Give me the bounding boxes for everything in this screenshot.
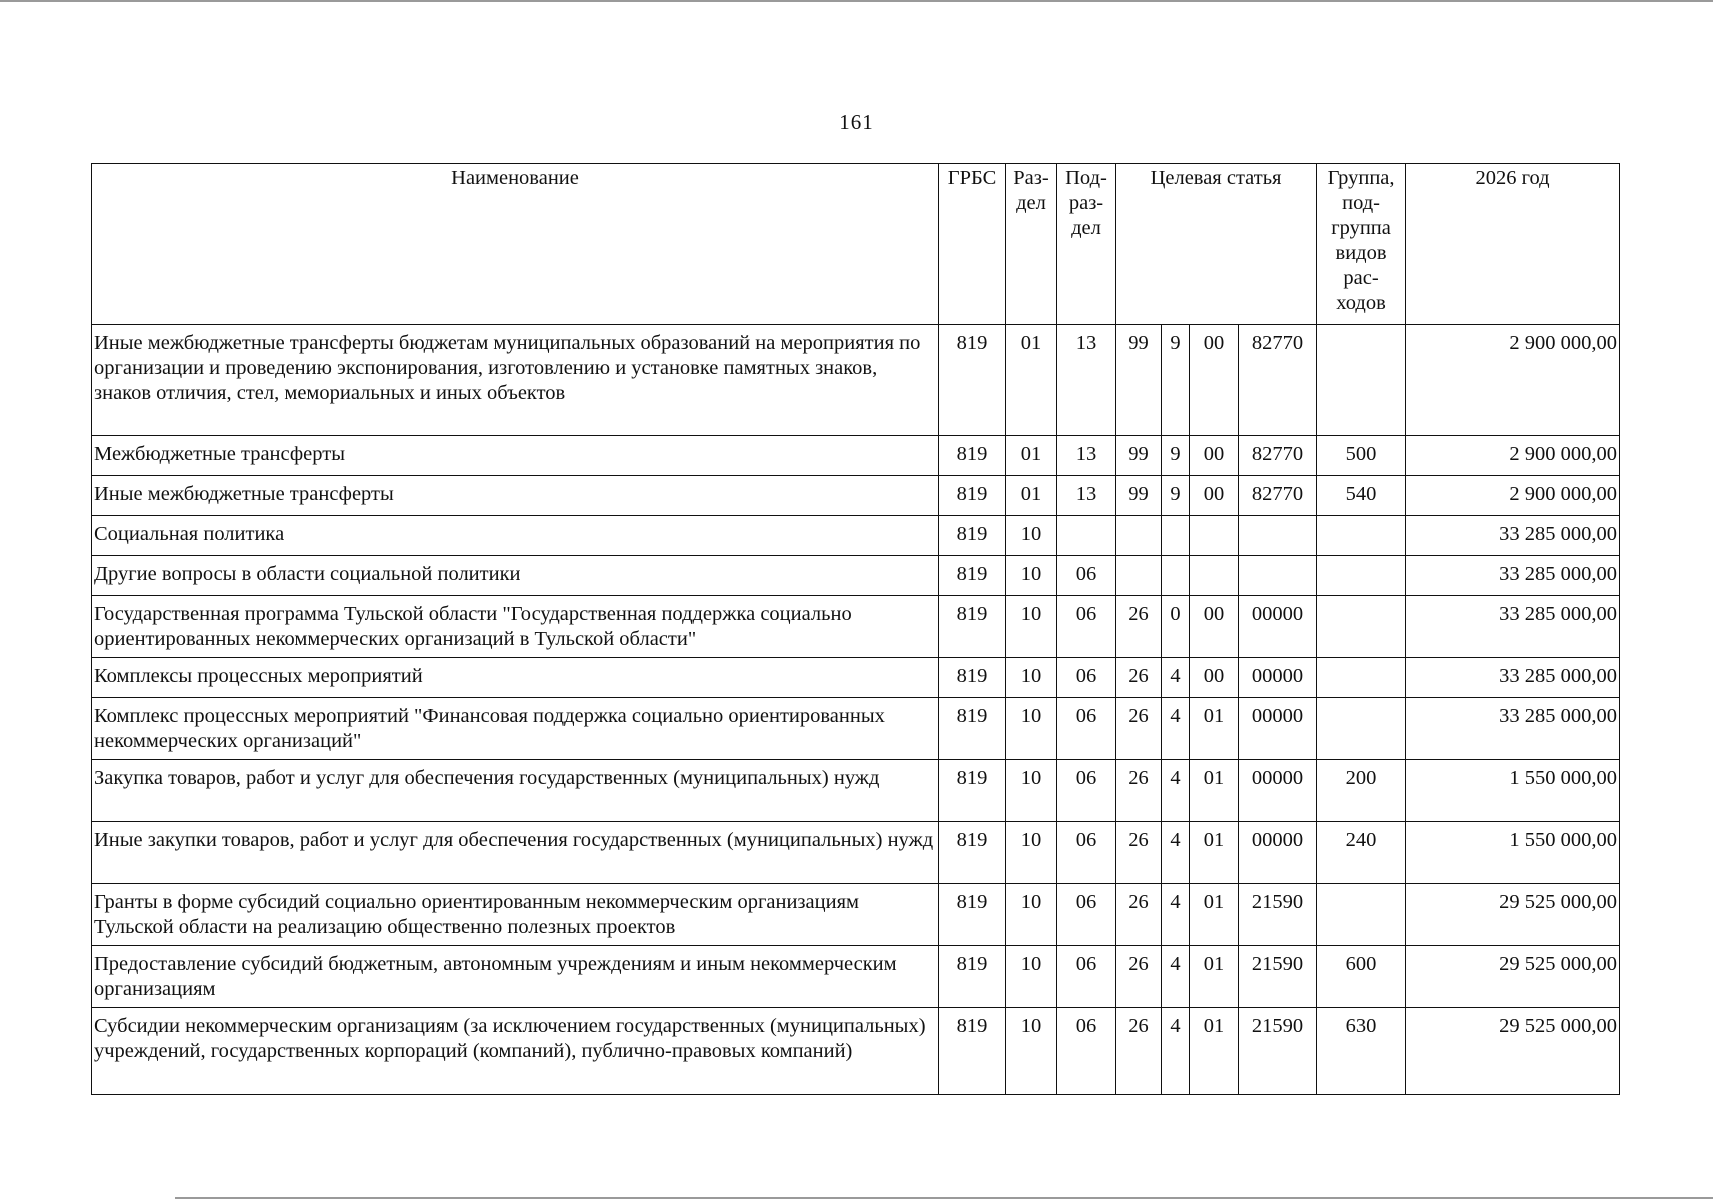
table-row [92,436,1620,476]
row-target-event: 00 [1190,658,1239,698]
row-name: Государственная программа Тульской области "Государственная поддержка социально ориентированных некоммерческих организаций в Тульской области" [92,596,939,658]
row-podrazdel: 06 [1057,596,1116,658]
table-header-row [92,164,1620,325]
row-razdel: 10 [1006,884,1057,946]
row-podrazdel: 06 [1057,884,1116,946]
row-name: Межбюджетные трансферты [92,436,939,476]
header-podrazdel: Под- раз- дел [1057,164,1116,325]
header-expense-group: Группа, под- группа видов рас- ходов [1317,164,1406,325]
row-target-event: 01 [1190,1008,1239,1095]
page-bottom-edge-line [175,1197,1713,1199]
row-name: Социальная политика [92,516,939,556]
row-podrazdel: 13 [1057,436,1116,476]
row-amount: 33 285 000,00 [1406,596,1620,658]
row-razdel: 10 [1006,556,1057,596]
row-grbs: 819 [939,556,1006,596]
row-name: Другие вопросы в области социальной политики [92,556,939,596]
row-target-event: 00 [1190,596,1239,658]
row-target-program: 26 [1116,946,1162,1008]
row-amount: 33 285 000,00 [1406,516,1620,556]
row-target-program: 26 [1116,698,1162,760]
row-razdel: 10 [1006,658,1057,698]
row-razdel: 10 [1006,516,1057,556]
row-amount: 29 525 000,00 [1406,1008,1620,1095]
row-target-event: 01 [1190,946,1239,1008]
table-row [92,516,1620,556]
row-target-program: 26 [1116,1008,1162,1095]
row-target-direction: 00000 [1239,698,1317,760]
row-name: Иные межбюджетные трансферты [92,476,939,516]
table-row [92,822,1620,884]
row-target-direction: 21590 [1239,884,1317,946]
row-podrazdel: 06 [1057,1008,1116,1095]
page-number: 161 [839,110,874,134]
row-target-program: 99 [1116,436,1162,476]
row-expense-type [1317,325,1406,436]
table-row [92,1008,1620,1095]
row-target-subprogram [1162,516,1190,556]
page-top-edge-line [0,0,1713,2]
row-amount: 2 900 000,00 [1406,476,1620,516]
row-target-program: 26 [1116,658,1162,698]
budget-table [91,163,1620,1095]
row-target-direction: 21590 [1239,946,1317,1008]
row-expense-type: 200 [1317,760,1406,822]
row-amount: 1 550 000,00 [1406,822,1620,884]
row-razdel: 10 [1006,946,1057,1008]
row-target-subprogram: 4 [1162,946,1190,1008]
row-target-direction [1239,516,1317,556]
row-target-direction: 00000 [1239,596,1317,658]
row-podrazdel: 06 [1057,658,1116,698]
row-razdel: 10 [1006,1008,1057,1095]
row-target-direction: 82770 [1239,325,1317,436]
row-name: Иные закупки товаров, работ и услуг для обеспечения государственных (муниципальных) нужд [92,822,939,884]
row-grbs: 819 [939,516,1006,556]
table-row [92,556,1620,596]
row-target-direction: 21590 [1239,1008,1317,1095]
row-podrazdel: 06 [1057,698,1116,760]
row-target-subprogram: 9 [1162,436,1190,476]
row-target-subprogram [1162,556,1190,596]
row-target-event: 01 [1190,822,1239,884]
row-amount: 33 285 000,00 [1406,556,1620,596]
row-name: Комплекс процессных мероприятий "Финансовая поддержка социально ориентированных некоммерческих организаций" [92,698,939,760]
row-expense-type [1317,556,1406,596]
row-podrazdel: 06 [1057,822,1116,884]
header-razdel: Раз- дел [1006,164,1057,325]
row-target-program [1116,516,1162,556]
row-target-subprogram: 4 [1162,698,1190,760]
row-expense-type: 600 [1317,946,1406,1008]
header-grbs: ГРБС [939,164,1006,325]
row-expense-type [1317,596,1406,658]
row-name: Закупка товаров, работ и услуг для обеспечения государственных (муниципальных) нужд [92,760,939,822]
table-row [92,698,1620,760]
row-grbs: 819 [939,1008,1006,1095]
header-year-2026: 2026 год [1406,164,1620,325]
row-podrazdel: 06 [1057,946,1116,1008]
table-body [92,325,1620,1095]
row-target-subprogram: 9 [1162,325,1190,436]
row-target-program: 99 [1116,476,1162,516]
row-target-subprogram: 9 [1162,476,1190,516]
row-expense-type [1317,658,1406,698]
row-target-direction [1239,556,1317,596]
table-row [92,325,1620,436]
row-target-direction: 00000 [1239,658,1317,698]
row-grbs: 819 [939,476,1006,516]
row-grbs: 819 [939,436,1006,476]
row-target-event [1190,516,1239,556]
row-target-event: 01 [1190,884,1239,946]
row-razdel: 01 [1006,436,1057,476]
table-row [92,476,1620,516]
row-amount: 1 550 000,00 [1406,760,1620,822]
row-podrazdel: 13 [1057,325,1116,436]
row-podrazdel: 06 [1057,556,1116,596]
table-row [92,760,1620,822]
row-target-program: 99 [1116,325,1162,436]
row-amount: 2 900 000,00 [1406,325,1620,436]
row-expense-type: 500 [1317,436,1406,476]
row-expense-type: 630 [1317,1008,1406,1095]
row-target-program: 26 [1116,760,1162,822]
row-amount: 29 525 000,00 [1406,946,1620,1008]
row-expense-type [1317,884,1406,946]
row-grbs: 819 [939,325,1006,436]
row-grbs: 819 [939,822,1006,884]
row-expense-type: 540 [1317,476,1406,516]
row-razdel: 10 [1006,822,1057,884]
header-name: Наименование [92,164,939,325]
row-amount: 33 285 000,00 [1406,698,1620,760]
row-amount: 2 900 000,00 [1406,436,1620,476]
row-razdel: 10 [1006,760,1057,822]
row-expense-type: 240 [1317,822,1406,884]
row-razdel: 10 [1006,596,1057,658]
row-target-subprogram: 4 [1162,884,1190,946]
row-grbs: 819 [939,698,1006,760]
row-target-subprogram: 4 [1162,760,1190,822]
row-target-program [1116,556,1162,596]
row-expense-type [1317,516,1406,556]
row-target-subprogram: 4 [1162,822,1190,884]
row-target-subprogram: 4 [1162,658,1190,698]
table-row [92,596,1620,658]
row-razdel: 01 [1006,325,1057,436]
row-grbs: 819 [939,760,1006,822]
header-target-article: Целевая статья [1116,164,1317,325]
row-name: Комплексы процессных мероприятий [92,658,939,698]
row-name: Гранты в форме субсидий социально ориентированным некоммерческим организациям Тульской области на реализацию общественно полезных проектов [92,884,939,946]
row-grbs: 819 [939,884,1006,946]
row-target-program: 26 [1116,884,1162,946]
row-grbs: 819 [939,658,1006,698]
row-grbs: 819 [939,946,1006,1008]
row-target-direction: 00000 [1239,760,1317,822]
row-podrazdel: 13 [1057,476,1116,516]
row-target-direction: 82770 [1239,436,1317,476]
row-name: Предоставление субсидий бюджетным, автономным учреждениям и иным некоммерческим организациям [92,946,939,1008]
row-target-event: 00 [1190,325,1239,436]
row-target-program: 26 [1116,822,1162,884]
row-razdel: 01 [1006,476,1057,516]
table-row [92,946,1620,1008]
row-target-direction: 82770 [1239,476,1317,516]
row-name: Субсидии некоммерческим организациям (за исключением государственных (муниципальных) учреждений, государственных корпораций (компаний), публично-правовых компаний) [92,1008,939,1095]
row-podrazdel: 06 [1057,760,1116,822]
row-target-event: 00 [1190,436,1239,476]
row-target-event: 01 [1190,760,1239,822]
row-target-program: 26 [1116,596,1162,658]
row-amount: 33 285 000,00 [1406,658,1620,698]
table-row [92,884,1620,946]
row-razdel: 10 [1006,698,1057,760]
row-expense-type [1317,698,1406,760]
row-target-subprogram: 0 [1162,596,1190,658]
row-target-event [1190,556,1239,596]
row-target-event: 01 [1190,698,1239,760]
row-podrazdel [1057,516,1116,556]
row-target-direction: 00000 [1239,822,1317,884]
row-target-subprogram: 4 [1162,1008,1190,1095]
row-target-event: 00 [1190,476,1239,516]
row-amount: 29 525 000,00 [1406,884,1620,946]
row-name: Иные межбюджетные трансферты бюджетам муниципальных образований на мероприятия по организации и проведению экспонирования, изготовлению и установке памятных знаков, знаков отличия, стел, мемориальных и иных объектов [92,325,939,436]
row-grbs: 819 [939,596,1006,658]
table-row [92,658,1620,698]
